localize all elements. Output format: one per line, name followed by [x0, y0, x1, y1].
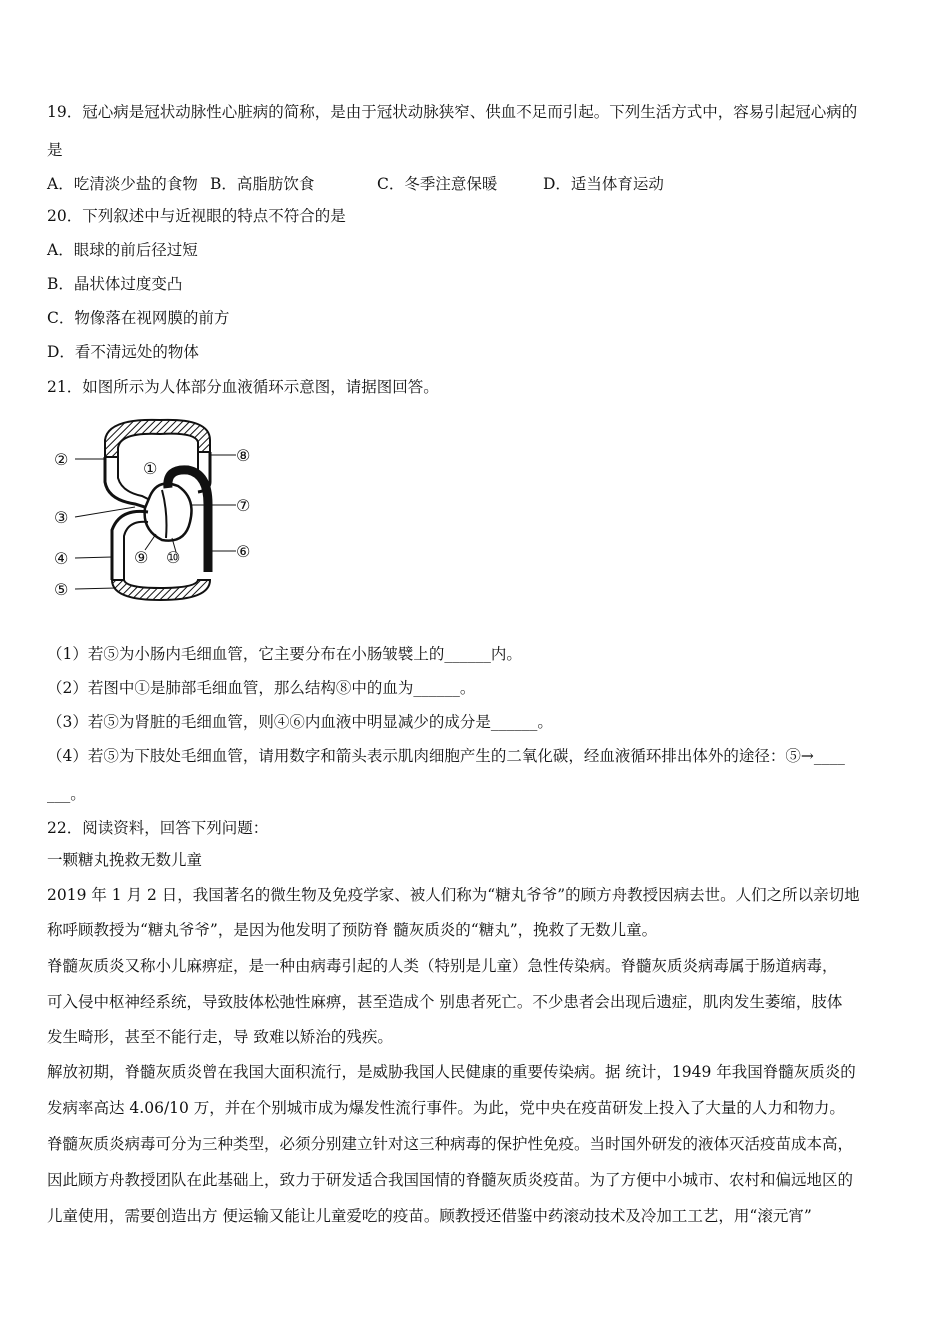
q22-passage-line: 因此顾方舟教授团队在此基础上，致力于研发适合我国国情的脊髓灰质炎疫苗。为了方便中小城市、农村和偏远地区的	[47, 1171, 854, 1189]
q19-stem-line2: 是	[47, 141, 63, 159]
upper-capillary-network	[105, 420, 210, 457]
q21-sub1: （1）若⑤为小肠内毛细血管，它主要分布在小肠皱襞上的______内。	[47, 645, 522, 663]
leader-line-4	[75, 557, 112, 558]
q21-sub3: （3）若⑤为肾脏的毛细血管，则④⑥内血液中明显减少的成分是______。	[47, 713, 553, 731]
q21-sub4-line1: （4）若⑤为下肢处毛细血管，请用数字和箭头表示肌肉细胞产生的二氧化碳，经血液循环排出体外的途径：⑤→____	[47, 747, 845, 765]
label-5: ⑤	[54, 580, 69, 599]
label-8: ⑧	[236, 446, 251, 465]
q20-option-c: C．物像落在视网膜的前方	[47, 309, 230, 327]
q19-stem-line1: 19．冠心病是冠状动脉性心脏病的简称，是由于冠状动脉狭窄、供血不足而引起。下列生活方式中，容易引起冠心病的	[47, 103, 858, 121]
lower-capillary-network	[112, 580, 210, 600]
label-9: ⑨	[134, 548, 149, 567]
left-upper-vessel	[105, 457, 148, 508]
q21-sub2: （2）若图中①是肺部毛细血管，那么结构⑧中的血为______。	[47, 679, 476, 697]
q21-sub4-line2: ___。	[47, 785, 86, 803]
q21-stem: 21．如图所示为人体部分血液循环示意图，请据图回答。	[47, 378, 439, 396]
q19-option-b: B．高脂肪饮食	[210, 175, 315, 193]
label-4: ④	[54, 549, 69, 568]
q19-option-a: A．吃清淡少盐的食物	[47, 175, 198, 193]
label-2: ②	[54, 450, 69, 469]
q20-option-b: B．晶状体过度变凸	[47, 275, 183, 293]
q20-option-d: D．看不清远处的物体	[47, 343, 199, 361]
q22-passage-line: 脊髓灰质炎病毒可分为三种类型，必须分别建立针对这三种病毒的保护性免疫。当时国外研发的液体灭活疫苗成本高，	[47, 1135, 854, 1153]
q22-passage-title: 一颗糖丸挽救无数儿童	[47, 851, 203, 869]
q19-option-d: D．适当体育运动	[543, 175, 664, 193]
q22-passage-line: 发病率高达 4.06/10 万，并在个别城市成为爆发性流行事件。为此，党中央在疫苗研发上投入了大量的人力和物力。	[47, 1099, 845, 1117]
heart	[145, 484, 192, 541]
q22-passage-line: 2019 年 1 月 2 日，我国著名的微生物及免疫学家、被人们称为“糖丸爷爷”的顾方舟教授因病去世。人们之所以亲切地	[47, 886, 860, 904]
q22-passage-line: 可入侵中枢神经系统，导致肢体松弛性麻痹，甚至造成个 别患者死亡。不少患者会出现后遗症，肌肉发生萎缩，肢体	[47, 993, 843, 1011]
q22-passage-line: 发生畸形，甚至不能行走，导 致难以矫治的残疾。	[47, 1028, 393, 1046]
q22-passage-line: 脊髓灰质炎又称小儿麻痹症，是一种由病毒引起的人类（特别是儿童）急性传染病。脊髓灰质炎病毒属于肠道病毒，	[47, 957, 838, 975]
q22-passage-line: 解放初期，脊髓灰质炎曾在我国大面积流行，是威胁我国人民健康的重要传染病。据 统计，1949 年我国脊髓灰质炎的	[47, 1063, 856, 1081]
label-6: ⑥	[236, 542, 251, 561]
q20-stem: 20．下列叙述中与近视眼的特点不符合的是	[47, 207, 346, 225]
q19-option-c: C．冬季注意保暖	[377, 175, 498, 193]
q22-passage-line: 称呼顾教授为“糖丸爷爷”，是因为他发明了预防脊 髓灰质炎的“糖丸”，挽救了无数儿童。	[47, 921, 658, 939]
q20-option-a: A．眼球的前后径过短	[47, 241, 198, 259]
label-7: ⑦	[236, 496, 251, 515]
q22-passage-line: 儿童使用，需要创造出方 便运输又能让儿童爱吃的疫苗。顾教授还借鉴中药滚动技术及冷加工工艺，用“滚元宵”	[47, 1207, 812, 1225]
leader-line-5	[75, 588, 116, 589]
blood-circulation-diagram	[50, 412, 265, 607]
label-3: ③	[54, 508, 69, 527]
label-1: ①	[143, 459, 158, 478]
q22-stem: 22．阅读资料，回答下列问题：	[47, 819, 269, 837]
label-10: ⑩	[166, 548, 181, 567]
